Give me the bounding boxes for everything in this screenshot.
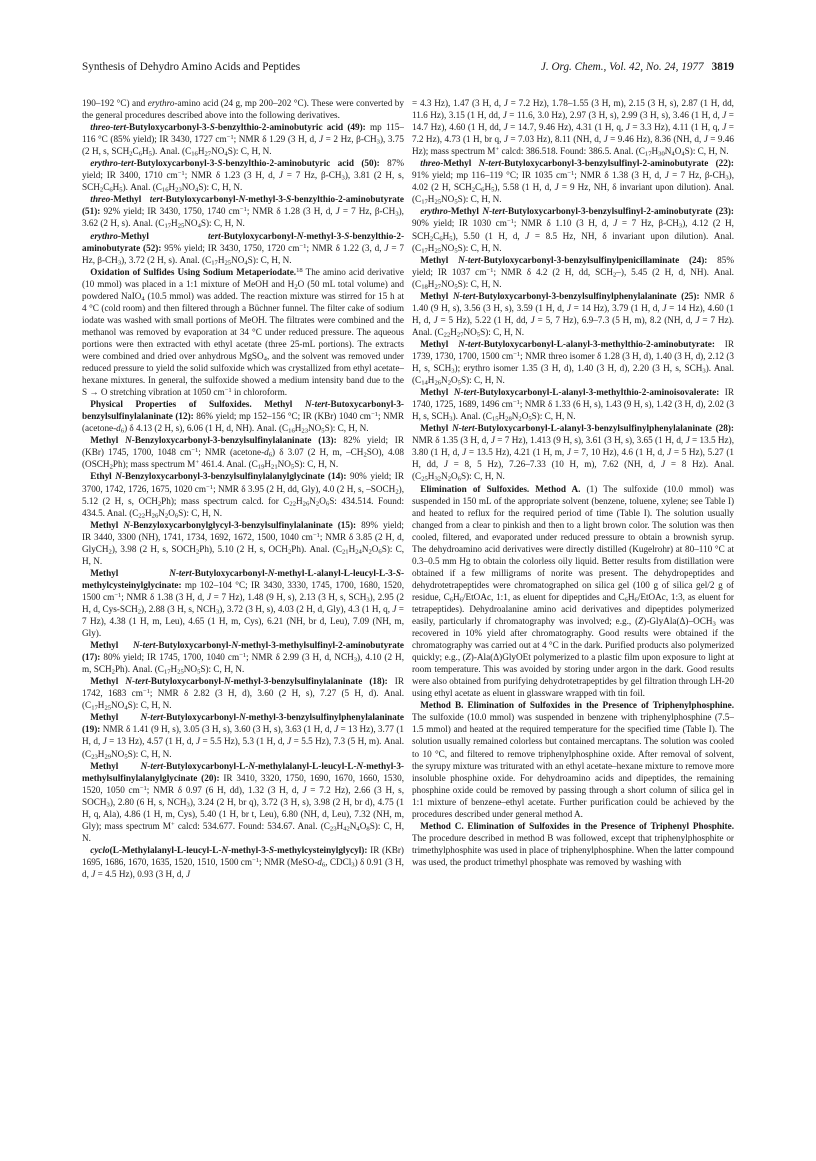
journal-citation: J. Org. Chem., Vol. 42, No. 24, 1977 [540, 61, 704, 73]
page-number: 3819 [711, 61, 734, 73]
experimental-entry: Methyl N-tert-Butyloxycarbonyl-L-alanyl-3-methylthio-2-aminoisovalerate: IR 1740, 1725, 1689, 1496 $cm^{-1}$; NMR δ 1.33 (6 H, s), 1.43 (9 H, s), 1.42 (3 H, d), 2.02 (3 H, s, $SCH_3$). Anal. $(C_{15}H_{28}N_2O_5S)$: C, H, N. [412, 387, 734, 423]
right-column [412, 97, 734, 1117]
experimental-entry: Methyl N-tert-Butyloxycarbonyl-N-methyl-3-methylsulfinyl-2-aminobutyrate (17): 80% yield; IR 1745, 1700, 1040 $cm^{-1}$; NMR δ 2.99 (3 H, d, $NCH_3$), 4.10 (2 H, m, $SCH_2Ph$). Anal. $(C_{17}H_{25}NO_5S)$: C, H, N. [82, 640, 404, 676]
experimental-entry: Ethyl N-Benzyloxycarbonyl-3-benzylsulfinylalanylglycinate (14): 90% yield; IR 3700, 1742, 1726, 1675, 1020 $cm^{-1}$; NMR δ 3.95 (2 H, dd, Gly), 4.0 (2 H, s, $-SOCH_2$), 5.12 (2 H, s, $OCH_2Ph$); mass spectrum calcd. for $C_{22}H_{26}N_2O_6S$: 434.514. Found: 434.5. Anal. $(C_{22}H_{26}N_2O_6S)$: C, H, N. [82, 471, 404, 520]
experimental-entry: Methyl N-Benzyloxycarbonyl-3-benzylsulfinylalaninate (13): 82% yield; IR (KBr) 1745, 1700, 1048 $cm^{-1}$; NMR $(acetone-d_6)$ δ 3.07 (2 H, m, $-CH_2SO$), 4.08 $(OSCH_2Ph)$; mass spectrum M+ 461.4. Anal. $(C_{19}H_{21}NO_5S)$: C, H, N. [82, 435, 404, 472]
continued-paragraph: 190–192 °C) and erythro-amino acid (24 g, mp 200–202 °C). These were converted by the general procedures described above into the following derivatives. [82, 98, 404, 121]
experimental-entry: threo-Methyl tert-Butyloxycarbonyl-N-methyl-3-S-benzylthio-2-aminobutyrate (51): 92% yield; IR 3430, 1750, 1740 $cm^{-1}$; NMR δ 1.28 (3 H, d, J = 7 Hz, $\beta-CH_3$), 3.62 (2 H, s). Anal. $(C_{17}H_{25}NO_4S)$: C, H, N. [82, 194, 404, 231]
experimental-entry: threo-Methyl N-tert-Butyloxycarbonyl-3-benzylsulfinyl-2-aminobutyrate (22): 91% yield; mp 116–119 °C; IR 1035 $cm^{-1}$; NMR δ 1.38 (3 H, d, J = 7 Hz, $\beta-CH_3$), 4.02 (2 H, $SCH_2C_6H_5$), 5.58 (1 H, d, J = 9 Hz, NH, δ invariant upon dilution). Anal. $(C_{17}H_{25}NO_5S)$: C, H, N. [412, 158, 734, 207]
experimental-entry: Methyl N-tert-Butyloxycarbonyl-L-alanyl-3-benzylsulfinylphenylalaninate (28): NMR δ 1.35 (3 H, d, J = 7 Hz), 1.413 (9 H, s), 3.61 (3 H, s), 3.65 (1 H, d, J = 13.5 Hz), 3.80 (1 H, d, J = 13.5 Hz), 4.21 (1 H, m, J = 7, 10 Hz), 4.6 (1 H, d, J = 5 Hz), 5.27 (1 H, dd, J = 8, 5 Hz), 7.26–7.33 (10 H, m), 7.62 (NH, d, J = 8 Hz). Anal. $(C_{25}H_{32}N_2O_6S)$: C, H, N. [412, 423, 734, 484]
experimental-entry: Elimination of Sulfoxides. Method A. (1) The sulfoxide (10.0 mmol) was suspended in 150 mL of the appropriate solvent (benzene, toluene, xylene; see Table I) and heated to reflux for the required period of time (Table I). The solution usually changed from a clear to pinkish and then to a light brown color. The solution was then cooled, filtered, and evaporated under reduced pressure to obtain a brownish syrup. The dehydroamino acid derivatives were directly distilled (Kugelrohr) at 80–110 °C at 0.3–0.5 mm Hg to obtain the colorless oily liquid. Better results from distillation were obtained if a few milligrams of norite was present. The dehydropeptides and dehydrotetrapeptides were chromatographed on silica gel (100 g of silica gel/2 g of residue, $C_6H_6$/EtOAc, 1:1, as eluent for dipeptides and $C_6H_6$/EtOAc, 1:3, as eluent for tetrapeptides). Dehydroalanine amino acid derivatives and dipeptides polymerized easily, particularly if chromatography was involved; e.g., $(Z)-GlyAla(\Delta)-OCH_3$ was recovered in 10% yield after chromatography. Good results were obtained if the chromatography was carried out at 4 °C in the dark. Purified products also polymerized quickly; e.g., (Z)-Ala(Δ)GlyOEt polymerized to a plastic film upon exposure to light at room temperature. This was avoided by storing under argon in the dark. Good results were also obtained from purifying dehydrotetrapeptides by gel filtration through LH-20 using ethyl acetate as eluent in glassware wrapped with tin foil. [412, 483, 734, 699]
experimental-entry: erythro-Methyl N-tert-Butyloxycarbonyl-3-benzylsulfinyl-2-aminobutyrate (23): 90% yield; IR 1030 $cm^{-1}$; NMR δ 1.10 (3 H, d, J = 7 Hz, $\beta-CH_3$), 4.12 (2 H, $SCH_2C_6H_5$), 5.50 (1 H, d, J = 8.5 Hz, NH, δ invariant upon dilution). Anal. $(C_{17}H_{25}NO_5S)$: C, H, N. [412, 206, 734, 255]
experimental-entry: erythro-Methyl tert-Butyloxycarbonyl-N-methyl-3-S-benzylthio-2-aminobutyrate (52): 95% yield; IR 3430, 1750, 1720 $cm^{-1}$; NMR δ 1.22 (3, d, J = 7 Hz, $\beta-CH_3$), 3.72 (2 H, s). Anal. $(C_{17}H_{25}NO_4S)$: C, H, N. [82, 230, 404, 267]
journal-citation-block [541, 58, 734, 76]
experimental-entry: Methyl N-tert-Butyloxycarbonyl-L-N-methylalanyl-L-leucyl-L-N-methyl-3-methylsulfinylalanylglycinate (20): IR 3410, 3320, 1750, 1690, 1670, 1660, 1530, 1520, 1050 $cm^{-1}$; NMR δ 0.97 (6 H, dd), 1.32 (3 H, d, J = 7.2 Hz), 2.66 (3 H, s, $SOCH_3$), 2.80 (6 H, s, $NCH_3$), 3.24 (2 H, br q), 3.72 (3 H, s), 3.98 (2 H, br d), 4.75 (1 H, q, Ala), 4.86 (1 H, m, Cys), 5.40 (1 H, br t, Leu), 6.80 (NH, d, Leu), 7.32 (NH, m, Gly); mass spectrum M+ calcd: 534.677. Found: 534.67. Anal. $(C_{23}H_{42}N_4O_8S)$: C, H, N. [82, 760, 404, 843]
experimental-entry: threo-tert-Butyloxycarbonyl-3-S-benzylthio-2-aminobutyric acid (49): mp 115–116 °C (85% yield); IR 3430, 1727 $cm^{-1}$; NMR δ 1.29 (3 H, d, J = 2 Hz, $\beta-CH_3$), 3.75 (2 H, s, $SCH_2C_6H_5$). Anal. $(C_{16}H_{27}NO_4S)$: C, H, N. [82, 122, 404, 158]
experimental-entry: Methyl N-tert-Butyloxycarbonyl-N-methyl-3-benzylsulfinylphenylalaninate (19): NMR δ 1.41 (9 H, s), 3.05 (3 H, s), 3.60 (3 H, s), 3.63 (1 H, d, J = 13 Hz), 3.77 (1 H, d, J = 13 Hz), 4.57 (1 H, d, J = 5.5 Hz), 5.3 (1 H, d, J = 5.5 Hz), 7.3 (5 H, m). Anal. $(C_{23}H_{29}NO_5S)$: C, H, N. [82, 712, 404, 761]
experimental-entry: Methyl N-tert-Butyloxycarbonyl-L-alanyl-3-methylthio-2-aminobutyrate: IR 1739, 1730, 1700, 1500 $cm^{-1}$; NMR threo isomer δ 1.28 (3 H, d), 1.40 (3 H, d), 2.12 (3 H, s, $SCH_3$); erythro isomer 1.35 (3 H, d), 1.40 (3 H, d), 2.20 (3 H, s, $SCH_3$). Anal. $(C_{14}H_{26}N_2O_5S)$: C, H, N. [412, 338, 734, 387]
experimental-entry: Oxidation of Sulfides Using Sodium Metaperiodate.$^{18}$ The amino acid derivative (10 mmol) was placed in a 1:1 mixture of MeOH and $H_2O$ (50 mL total volume) and powdered NaIO$_4$ (10.5 mmol) was added. The reaction mixture was stirred for 15 h at 4 °C (cold room) and then filtered through a Büchner funnel. The filter cake of sodium iodate was washed with small portions of MeOH. The filtrates were combined and the methanol was removed by evaporation at 34 °C under reduced pressure. The aqueous portions were then extracted with ethyl acetate (three 25-mL portions). The extracts were combined and dried over anhydrous MgSO$_4$, and the solvent was removed under reduced pressure to yield the solid sulfoxide which was crystallized from ethyl acetate–hexane mixtures. In general, the sulfoxide showed a medium intensity band due to the S → O stretching vibration at 1050 $cm^{-1}$ in chloroform. [82, 266, 404, 398]
running-head [82, 58, 734, 76]
experimental-entry: Method C. Elimination of Sulfoxides in the Presence of Triphenyl Phosphite. The procedure described in method B was followed, except that triphenylphosphite or trimethylphosphite was used in place of triphenylphosphine. When the latter compound was used, the product trimethyl phosphate was removed by washing with [412, 820, 734, 867]
experimental-entry: Methyl N-Benzyloxycarbonylglycyl-3-benzylsulfinylalaninate (15): 89% yield; IR 3440, 3300 (NH), 1741, 1734, 1692, 1672, 1500, 1040 $cm^{-1}$; NMR δ 3.85 (2 H, d, GlyCH$_2$), 3.98 (2 H, s, $SOCH_2Ph$), 5.10 (2 H, s, $OCH_2Ph$). Anal. $(C_{21}H_{24}N_2O_6S)$: C, H, N. [82, 519, 404, 566]
experimental-entry: Methyl N-tert-Butyloxycarbonyl-3-benzylsulfinylpenicillaminate (24): 85% yield; IR 1037 $cm^{-1}$; NMR δ 4.2 (2 H, dd, $SCH_2-$), 5.45 (2 H, d, NH). Anal. $(C_{18}H_{27}NO_5S)$: C, H, N. [412, 254, 734, 291]
left-column [82, 97, 404, 1117]
experimental-entry: cyclo(L-Methylalanyl-L-leucyl-L-N-methyl-3-S-methylcysteinylglycyl): IR (KBr) 1695, 1686, 1670, 1635, 1520, 1510, 1500 $cm^{-1}$; NMR ($MeSO-d_6$, CDCl$_3$) δ 0.91 (3 H, d, J = 4.5 Hz), 0.93 (3 H, d, J [82, 844, 404, 879]
article-running-title: Synthesis of Dehydro Amino Acids and Peptides [82, 61, 301, 73]
experimental-entry: Physical Properties of Sulfoxides. Methyl N-tert-Butoxycarbonyl-3-benzylsulfinylalaninate (12): 86% yield; mp 152–156 °C; IR (KBr) 1040 $cm^{-1}$; NMR $(acetone-d_6)$ δ 4.13 (2 H, s), 6.06 (1 H, d, NH). Anal. $(C_{16}H_{23}NO_5S)$: C, H, N. [82, 399, 404, 435]
experimental-entry: Methyl N-tert-Butyloxycarbonyl-N-methyl-L-alanyl-L-leucyl-L-3-S-methylcysteinylglycinate: mp 102–104 °C; IR 3430, 3330, 1745, 1700, 1680, 1520, 1500 $cm^{-1}$; NMR δ 1.38 (3 H, d, J = 7 Hz), 1.48 (9 H, s), 2.13 (3 H, s, $SCH_3$), 2.95 (2 H, d, Cys-$SCH_2$), 2.88 (3 H, s, $NCH_3$), 3.72 (3 H, s), 4.03 (2 H, d, Gly), 4.3 (1 H, q, J = 7 Hz), 4.38 (1 H, m, Leu), 4.65 (1 H, m, Cys), 6.21 (NH, br d, Leu), 7.09 (NH, m, Gly). [82, 567, 404, 639]
experimental-entry: Methyl N-tert-Butyloxycarbonyl-N-methyl-3-benzylsulfinylalaninate (18): IR 1742, 1683 $cm^{-1}$; NMR δ 2.82 (3 H, d), 3.60 (2 H, s), 7.27 (5 H, d). Anal. $(C_{17}H_{25}NO_4S)$: C, H, N. [82, 676, 404, 712]
continued-paragraph: = 4.3 Hz), 1.47 (3 H, d, J = 7.2 Hz), 1.78–1.55 (3 H, m), 2.15 (3 H, s), 2.87 (1 H, dd, 11.6 Hz), 3.15 (1 H, dd, J = 11.6, 3.0 Hz), 2.97 (3 H, s), 2.99 (3 H, s), 3.46 (1 H, d, J = 14.7 Hz), 4.60 (1 H, dd, J = 14.7, 9.46 Hz), 4.31 (1 H, q, J = 3.3 Hz), 4.11 (1 H, q, J = 7.2 Hz), 4.73 (1 H, br q, J = 7.03 Hz), 8.11 (NH, d, J = 9.46 Hz), 8.36 (NH, d, J = 9.46 Hz); mass spectrum M+ calcd: 386.518. Found: 386.5. Anal. $(C_{17}H_{30}N_4O_4S)$: C, H, N. [412, 98, 734, 158]
experimental-entry: erythro-tert-Butyloxycarbonyl-3-S-benzylthio-2-aminobutyric acid (50): 87% yield; IR 3400, 1710 $cm^{-1}$; NMR δ 1.23 (3 H, d, J = 7 Hz, $\beta-CH_3$), 3.81 (2 H, s, $SCH_2C_6H_5$). Anal. $(C_{16}H_{23}NO_4S)$: C, H, N. [82, 158, 404, 194]
experimental-entry: Method B. Elimination of Sulfoxides in the Presence of Triphenylphosphine. The sulfoxide (10.0 mmol) was suspended in benzene with triphenylphosphine (7.5–1.5 mmol) and heated at the required temperature for the specified time (Table I). The solution usually remained colorless but contained mercaptans. The solution was cooled to 10 °C, and filtered to remove triphenylphosphine oxide. After removal of solvent, the syrupy mixture was triturated with an ethyl acetate–hexane mixture to remove more insoluble phosphine oxide. For dehydroamino acids and dipeptides, the remaining phosphine oxide could be removed by passing through a short column of silica gel in 1:1 mixture of benzene–ethyl acetate. Further purification could be achieved by the procedures described under general method A. [412, 700, 734, 819]
experimental-entry: Methyl N-tert-Butyloxycarbonyl-3-benzylsulfinylphenylalaninate (25): NMR δ 1.40 (9 H, s), 3.56 (3 H, s), 3.59 (1 H, d, J = 14 Hz), 3.79 (1 H, d, J = 14 Hz), 4.60 (1 H, d, J = 5 Hz), 5.22 (1 H, dd, J = 5, 7 Hz), 6.9–7.3 (5 H, m), 8.2 (NH, d, J = 7 Hz). Anal. $(C_{22}H_{27}NO_5S)$: C, H, N. [412, 290, 734, 339]
